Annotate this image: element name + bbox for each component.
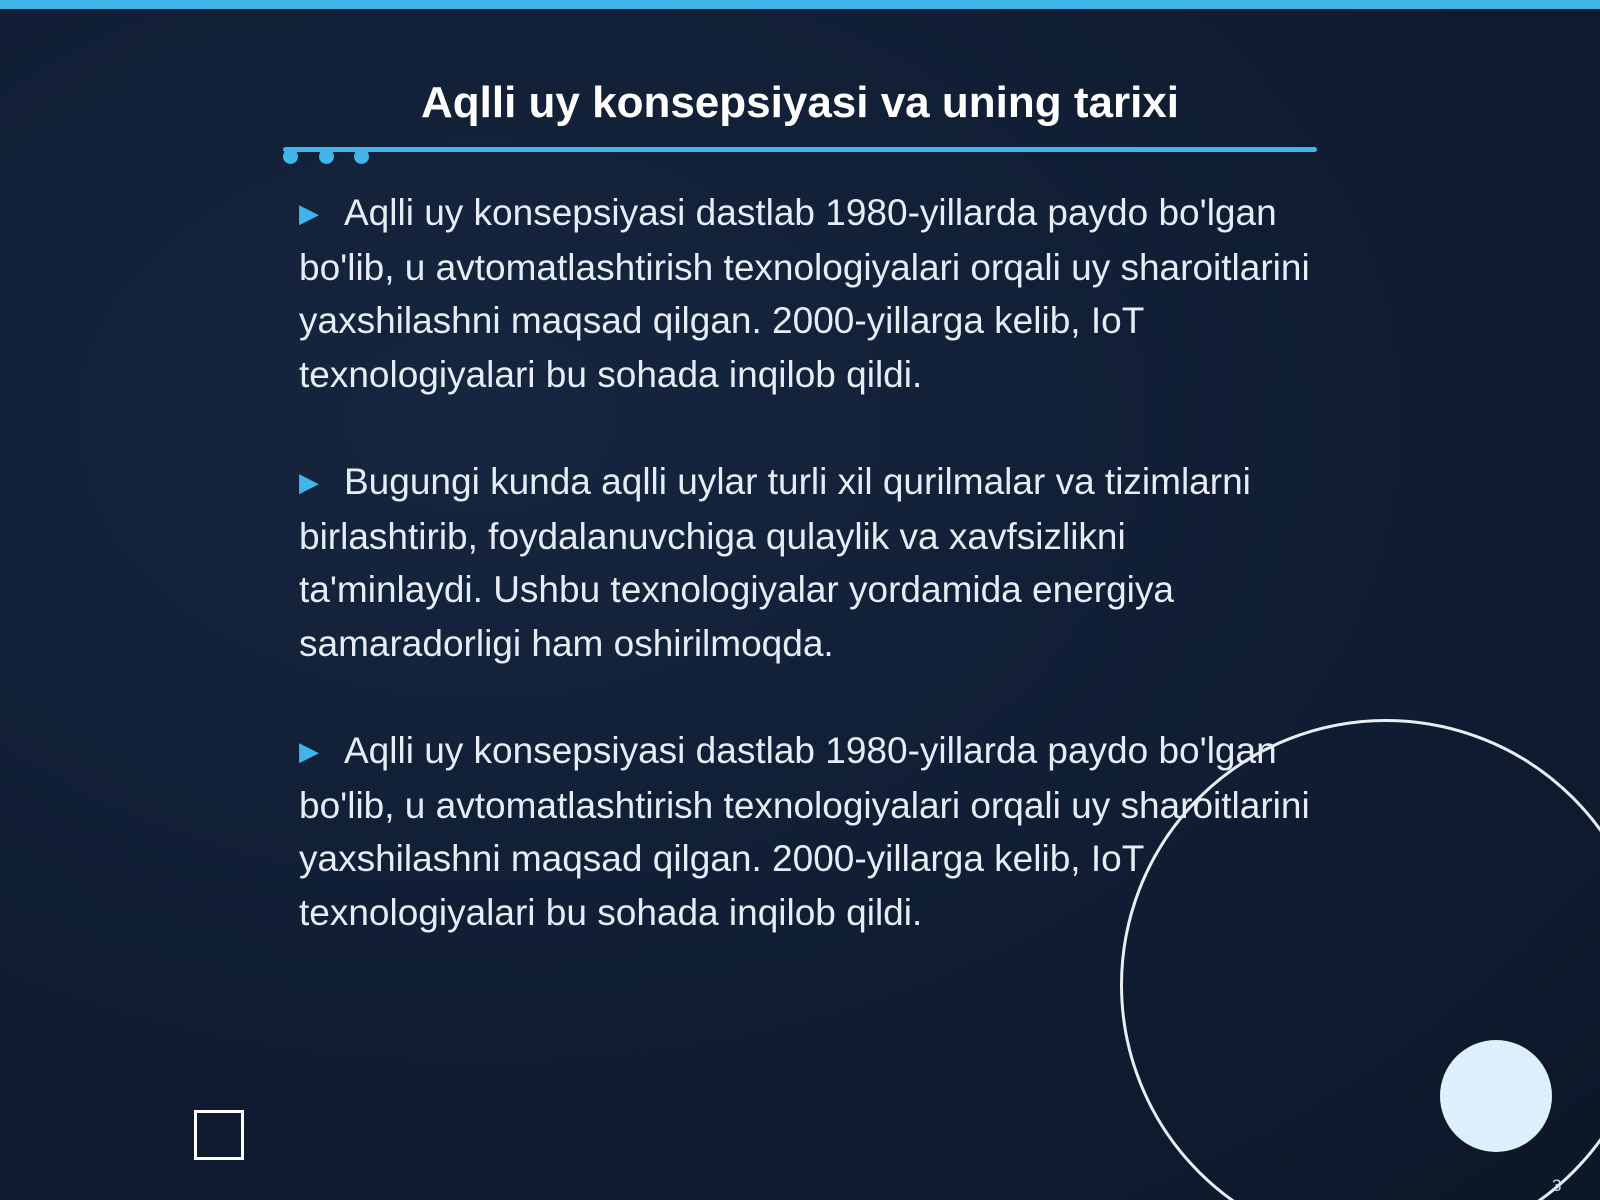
- bullet-text: Bugungi kunda aqlli uylar turli xil qurilmalar va tizimlarni birlashtirib, foydalanuvchiga qulaylik va xavfsizlikni ta'minlaydi. Ushbu texnologiyalar yordamida energiya samaradorligi ham oshirilmoqda.: [299, 461, 1251, 664]
- bullet-item: [299, 186, 1319, 401]
- bullet-item: [299, 455, 1319, 670]
- title-underline: [283, 147, 1317, 152]
- page-number: 3: [1552, 1176, 1562, 1195]
- title-dots-decoration: [283, 149, 373, 165]
- decoration-dot: [283, 149, 298, 164]
- bullet-arrow-icon: ▶: [299, 736, 319, 766]
- decoration-dot: [319, 149, 334, 164]
- bullet-text: Aqlli uy konsepsiyasi dastlab 1980-yillarda paydo bo'lgan bo'lib, u avtomatlashtirish texnologiyalari orqali uy sharoitlarini yaxshilashni maqsad qilgan. 2000-yillarga kelib, IoT texnologiyalari bu sohada inqilob qildi.: [299, 730, 1310, 933]
- decoration-dot: [354, 149, 369, 164]
- circle-decoration: [1440, 1040, 1552, 1152]
- bullet-arrow-icon: ▶: [299, 198, 319, 228]
- square-outline-decoration: [194, 1110, 244, 1160]
- top-accent-bar: [0, 0, 1600, 9]
- slide-title: Aqlli uy konsepsiyasi va uning tarixi: [420, 78, 1179, 127]
- bullet-text: Aqlli uy konsepsiyasi dastlab 1980-yillarda paydo bo'lgan bo'lib, u avtomatlashtirish texnologiyalari orqali uy sharoitlarini yaxshilashni maqsad qilgan. 2000-yillarga kelib, IoT texnologiyalari bu sohada inqilob qildi.: [299, 192, 1310, 395]
- bullet-arrow-icon: ▶: [299, 467, 319, 497]
